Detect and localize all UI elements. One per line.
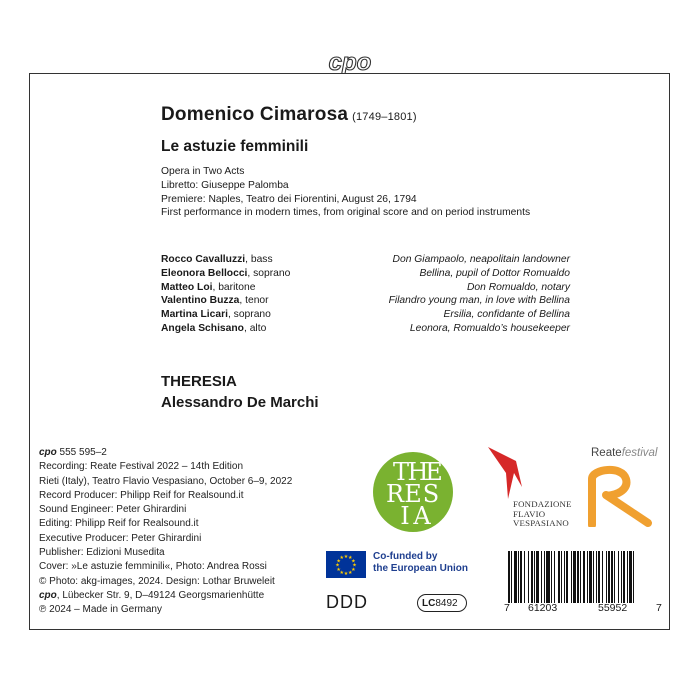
lc-number: 8492 [435, 598, 458, 609]
eu-star-icon: ★ [352, 562, 357, 569]
credit-line: Rieti (Italy), Teatro Flavio Vespasiano, October 6–9, 2022 [39, 475, 293, 487]
barcode-bar [573, 551, 576, 603]
barcode-bar [593, 551, 594, 603]
theresia-letter: R [385, 480, 405, 508]
barcode-bar [541, 551, 542, 603]
credit-line: Publisher: Edizioni Musedita [39, 547, 165, 559]
work-detail-line: Libretto: Giuseppe Palomba [161, 179, 289, 191]
eu-star-icon: ★ [336, 558, 341, 565]
eu-star-icon: ★ [343, 554, 349, 561]
credit-line: Recording: Reate Festival 2022 – 14th Edition [39, 461, 244, 473]
theresia-logo-letters [373, 452, 453, 532]
barcode-bar [587, 551, 588, 603]
flavio-line: FONDAZIONE [513, 499, 572, 509]
barcode-bar [623, 551, 625, 603]
credit-line: © Photo: akg-images, 2024. Design: Lothar Bruweleit [39, 575, 275, 587]
work-detail-line: Premiere: Naples, Teatro dei Fiorentini, August 26, 1794 [161, 193, 417, 205]
barcode-bar [633, 551, 634, 603]
barcode-bar [546, 551, 550, 603]
barcode-digit-group: 7 [504, 602, 510, 614]
barcode-bar [621, 551, 622, 603]
production-credits [39, 446, 292, 618]
barcode-bar [596, 551, 597, 603]
voice-type: , alto [243, 322, 267, 334]
barcode-bar [554, 551, 555, 603]
credit-line: Cover: »Le astuzie femminili«, Photo: Andrea Rossi [39, 561, 267, 573]
voice-type: , baritone [212, 281, 256, 293]
address-line [39, 589, 292, 603]
ensemble-block [161, 371, 319, 413]
eu-line: the European Union [373, 563, 468, 574]
eu-star-icon: ★ [351, 558, 356, 565]
barcode-bar [536, 551, 539, 603]
theresia-logo [373, 452, 453, 532]
eu-stars [335, 554, 357, 577]
catalog-number: 555 595–2 [56, 447, 107, 458]
eu-star-icon: ★ [348, 569, 353, 576]
barcode-bar [580, 551, 581, 603]
cpo-logo [318, 50, 382, 74]
barcode-bar [602, 551, 603, 603]
reate-word: Reate [591, 447, 622, 459]
barcode-bar [608, 551, 610, 603]
reate-festival-wordmark [591, 447, 657, 459]
reate-r-icon [588, 465, 662, 527]
barcode-bar [589, 551, 592, 603]
flavio-line: VESPASIANO [513, 518, 569, 528]
barcode-bar [511, 551, 512, 603]
reate-r-stroke [592, 470, 648, 525]
barcode-bar [528, 551, 529, 603]
eu-star-icon: ★ [339, 569, 344, 576]
theresia-letter: A [413, 502, 431, 530]
barcode-bar [524, 551, 525, 603]
credit-line: Sound Engineer: Peter Ghirardini [39, 504, 187, 516]
barcode-digit-group: 7 [656, 602, 662, 614]
credit-line: Editing: Philipp Reif for Realsound.it [39, 518, 199, 530]
barcode-bar [606, 551, 607, 603]
barcode-digit-group: 55952 [598, 602, 628, 614]
barcode-bar [551, 551, 552, 603]
theresia-letter: E [404, 480, 422, 508]
address-text: , Lübecker Str. 9, D–49124 Georgsmarienhütte [56, 589, 265, 601]
theresia-letter: S [422, 480, 440, 508]
voice-type: , soprano [227, 309, 271, 321]
singer-name: Rocco Cavalluzzi [161, 254, 246, 265]
barcode-bar [531, 551, 533, 603]
eu-flag-icon [326, 551, 366, 578]
lc-prefix: LC [422, 598, 436, 609]
barcode-bar [520, 551, 522, 603]
address-label: cpo [39, 589, 57, 601]
barcode-bar [577, 551, 579, 603]
barcode-bar [583, 551, 585, 603]
credit-line: Record Producer: Philipp Reif for Realsound.it [39, 489, 244, 501]
voice-type: , soprano [247, 267, 291, 279]
singer-name: Eleonora Bellocci [161, 267, 248, 279]
work-details [161, 165, 530, 220]
eu-star-icon: ★ [335, 562, 340, 569]
barcode-bar [564, 551, 565, 603]
festival-word: festival [621, 447, 658, 459]
voice-type: , tenor [239, 295, 269, 307]
theresia-letter: T [392, 458, 410, 486]
catalog-line [39, 446, 292, 460]
eu-line: Co-funded by [373, 551, 438, 562]
cast-entry [161, 294, 290, 308]
role-entry: Leonora, Romualdo’s housekeeper [409, 322, 570, 334]
cast-list [161, 253, 290, 336]
eu-star-icon: ★ [339, 555, 344, 562]
theresia-letter: I [400, 502, 410, 530]
copyright-line: ℗ 2024 – Made in Germany [39, 604, 162, 616]
opera-title: Le astuzie femminili [161, 138, 309, 155]
composer-years: (1749–1801) [352, 111, 417, 123]
work-detail-line: Opera in Two Acts [161, 166, 245, 177]
theresia-letter: H [407, 458, 429, 486]
singer-name: Valentino Buzza [161, 295, 240, 307]
barcode-bar [544, 551, 545, 603]
barcode-bar [514, 551, 517, 603]
barcode-bar [518, 551, 519, 603]
eu-star-icon: ★ [348, 555, 353, 562]
role-list [389, 253, 570, 336]
eu-star-icon: ★ [336, 566, 341, 573]
role-entry: Filandro young man, in love with Bellina [388, 295, 570, 307]
composer-heading [161, 104, 417, 126]
barcode-bar [629, 551, 632, 603]
cast-entry [161, 322, 290, 336]
barcode-bar [618, 551, 619, 603]
cast-entry [161, 267, 290, 281]
barcode [508, 551, 660, 603]
barcode-bar [534, 551, 535, 603]
barcode-bar [571, 551, 572, 603]
work-detail-line: First performance in modern times, from original score and on period instruments [161, 207, 531, 219]
cpo-logo-text: cpo [328, 50, 372, 74]
barcode-bar [627, 551, 628, 603]
cast-entry [161, 281, 290, 295]
fondazione-flavio-text [513, 500, 572, 529]
barcode-bar [566, 551, 568, 603]
eu-star-icon: ★ [351, 566, 356, 573]
voice-type: , bass [245, 254, 273, 265]
barcode-bar [561, 551, 562, 603]
barcode-digit-group: 61203 [528, 602, 558, 614]
role-entry: Don Romualdo, notary [466, 281, 570, 293]
barcode-bar [614, 551, 615, 603]
cast-entry [161, 253, 290, 267]
reate-r-dot [611, 480, 618, 487]
cast-entry [161, 308, 290, 322]
barcode-bar [558, 551, 560, 603]
singer-name: Martina Licari [161, 309, 228, 321]
theresia-letter: E [425, 458, 443, 486]
flavio-red-mark [488, 447, 522, 499]
barcode-bar [598, 551, 600, 603]
catalog-label: cpo [39, 447, 57, 458]
ddd-mark: DDD [326, 592, 368, 612]
label-code-badge [417, 594, 467, 612]
role-entry: Ersilia, confidante of Bellina [443, 309, 570, 321]
conductor-name: Alessandro De Marchi [161, 394, 319, 411]
orchestra-name: THERESIA [161, 373, 237, 390]
barcode-bar [508, 551, 510, 603]
singer-name: Matteo Loi [161, 281, 213, 293]
eu-funding-text [373, 551, 468, 575]
flavio-line: FLAVIO [513, 508, 546, 519]
credit-line: Executive Producer: Peter Ghirardini [39, 532, 202, 544]
barcode-bars [508, 551, 634, 603]
singer-name: Angela Schisano [161, 322, 244, 334]
eu-star-icon: ★ [343, 571, 349, 578]
barcode-bar [611, 551, 613, 603]
composer-name: Domenico Cimarosa [161, 104, 349, 125]
role-entry: Don Giampaolo, neapolitain landowner [392, 254, 570, 265]
role-entry: Bellina, pupil of Dottor Romualdo [419, 267, 570, 279]
